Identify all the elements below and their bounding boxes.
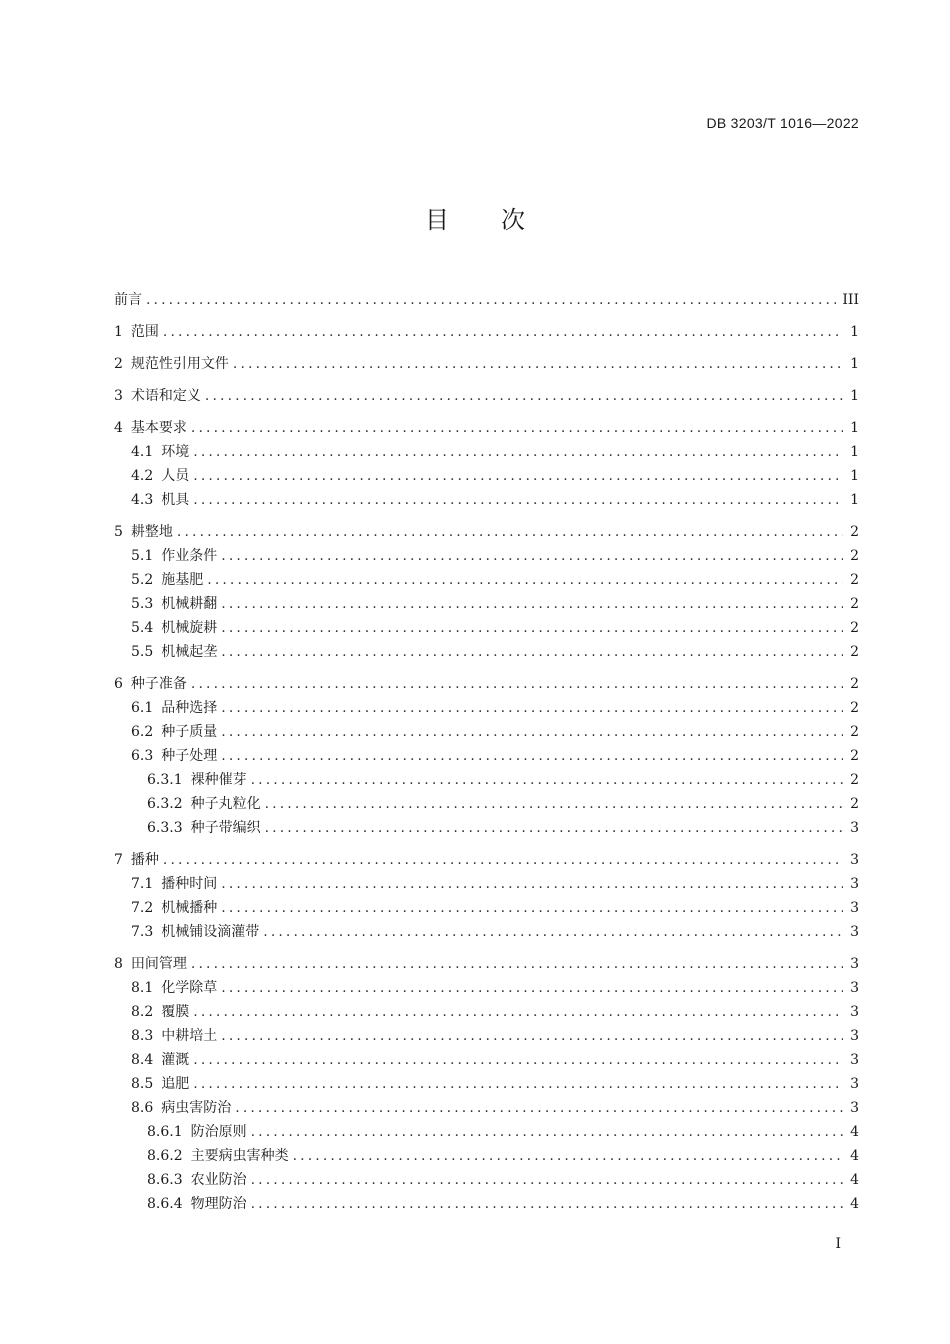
toc-entry-page: 3 (850, 852, 859, 868)
toc-entry-label: 机械耕翻 (161, 596, 218, 612)
toc-entry-number: 8.6.1 (147, 1124, 183, 1140)
dot-leader (207, 568, 843, 592)
toc-entry-number: 8.6.4 (147, 1196, 183, 1212)
toc-entry-page: 3 (850, 1076, 859, 1092)
toc-entry-number: 6.3 (131, 748, 154, 764)
dot-leader (265, 792, 843, 816)
toc-entry-label: 范围 (130, 324, 159, 340)
toc-entry-page: 1 (850, 356, 859, 372)
toc-entry-number: 2 (114, 356, 123, 372)
dot-leader (221, 896, 843, 920)
toc-entry-page: 2 (850, 596, 859, 612)
toc-entry-number: 7.3 (131, 924, 154, 940)
toc-entry-number: 8.6 (131, 1100, 154, 1116)
toc-entry-label: 田间管理 (130, 956, 187, 972)
dot-leader (251, 1168, 843, 1192)
toc-entry-label: 种子质量 (161, 724, 218, 740)
dot-leader (221, 592, 843, 616)
dot-leader (221, 720, 843, 744)
toc-entry[interactable] (114, 976, 859, 1000)
toc-entry-label: 施基肥 (161, 572, 204, 588)
toc-entry-label: 耕整地 (130, 524, 173, 540)
toc-entry-label: 机械播种 (161, 900, 218, 916)
title-char: 次 (501, 206, 525, 234)
toc-entry-page: 3 (850, 1028, 859, 1044)
toc-entry-page: 3 (850, 1052, 859, 1068)
toc-entry-label: 农业防治 (190, 1172, 247, 1188)
toc-entry-label: 基本要求 (130, 420, 187, 436)
toc-entry[interactable] (114, 592, 859, 616)
toc-entry-page: 3 (850, 1004, 859, 1020)
toc-entry-page: 1 (850, 324, 859, 340)
toc-entry-number: 8.3 (131, 1028, 154, 1044)
footer-page-number: I (835, 1236, 841, 1252)
toc-entry[interactable] (114, 288, 859, 312)
dot-leader (146, 288, 836, 312)
toc-entry-page: 4 (850, 1172, 859, 1188)
toc-entry[interactable] (114, 1168, 859, 1192)
toc-entry-label: 作业条件 (161, 548, 218, 564)
toc-entry-page: 4 (850, 1196, 859, 1212)
toc-entry-page: 2 (850, 700, 859, 716)
toc-entry[interactable] (114, 872, 859, 896)
dot-leader (221, 976, 843, 1000)
page-title (0, 200, 950, 235)
dot-leader (163, 320, 843, 344)
dot-leader (193, 1072, 843, 1096)
toc-entry-label: 环境 (161, 444, 190, 460)
toc-entry[interactable] (114, 816, 859, 840)
dot-leader (251, 1192, 843, 1216)
toc-entry[interactable] (114, 792, 859, 816)
toc-entry-page: 2 (850, 548, 859, 564)
toc-entry-page: 3 (850, 924, 859, 940)
toc-entry-label: 种子带编织 (190, 820, 261, 836)
toc-entry-label: 机具 (161, 492, 190, 508)
dot-leader (193, 1000, 843, 1024)
toc-entry-page: 2 (850, 796, 859, 812)
toc-entry-page: 2 (850, 644, 859, 660)
toc-entry-label: 播种 (130, 852, 159, 868)
toc-entry-number: 8.6.2 (147, 1148, 183, 1164)
toc-entry-number: 5.1 (131, 548, 154, 564)
dot-leader (263, 920, 843, 944)
toc-entry-label: 种子准备 (130, 676, 187, 692)
dot-leader (251, 1120, 843, 1144)
toc-entry-page: 1 (850, 420, 859, 436)
toc-entry-page: 2 (850, 748, 859, 764)
toc-entry-page: 2 (850, 572, 859, 588)
toc-entry-label: 化学除草 (161, 980, 218, 996)
toc-entry-page: 2 (850, 676, 859, 692)
toc-entry[interactable] (114, 640, 859, 664)
toc-entry-number: 8 (114, 956, 123, 972)
dot-leader (221, 544, 843, 568)
toc-entry[interactable] (114, 1000, 859, 1024)
dot-leader (205, 384, 843, 408)
toc-entry-label: 裸种催芽 (190, 772, 247, 788)
toc-entry-number: 3 (114, 388, 123, 404)
toc-entry-number: 5.5 (131, 644, 154, 660)
toc-entry-number: 7.1 (131, 876, 154, 892)
toc-entry-page: 3 (850, 820, 859, 836)
toc-entry[interactable] (114, 544, 859, 568)
toc-entry-label: 机械起垄 (161, 644, 218, 660)
toc-entry[interactable] (114, 768, 859, 792)
table-of-contents (114, 288, 859, 1216)
toc-entry[interactable] (114, 384, 859, 408)
toc-entry-number: 5 (114, 524, 123, 540)
toc-entry-number: 4.1 (131, 444, 154, 460)
toc-entry-number: 5.3 (131, 596, 154, 612)
toc-entry-number: 6.3.1 (147, 772, 183, 788)
toc-entry[interactable] (114, 1096, 859, 1120)
dot-leader (221, 872, 843, 896)
toc-entry-number: 8.4 (131, 1052, 154, 1068)
toc-entry[interactable] (114, 568, 859, 592)
toc-entry-label: 机械铺设滴灌带 (161, 924, 260, 940)
toc-entry-label: 覆膜 (161, 1004, 190, 1020)
toc-entry-page: 3 (850, 876, 859, 892)
toc-entry-page: 1 (850, 468, 859, 484)
toc-entry[interactable] (114, 920, 859, 944)
toc-entry-label: 前言 (114, 292, 142, 308)
toc-entry[interactable] (114, 352, 859, 376)
toc-entry-page: 4 (850, 1124, 859, 1140)
dot-leader (193, 440, 843, 464)
toc-entry[interactable] (114, 1192, 859, 1216)
toc-entry-number: 7 (114, 852, 123, 868)
toc-entry-label: 品种选择 (161, 700, 218, 716)
dot-leader (191, 672, 843, 696)
toc-entry-page: 2 (850, 772, 859, 788)
toc-entry-label: 灌溉 (161, 1052, 190, 1068)
toc-entry-page: 3 (850, 1100, 859, 1116)
toc-entry-page: 3 (850, 956, 859, 972)
toc-entry[interactable] (114, 1144, 859, 1168)
toc-entry-label: 规范性引用文件 (130, 356, 229, 372)
toc-entry-number: 4.3 (131, 492, 154, 508)
toc-entry-page: III (842, 292, 859, 308)
toc-entry-number: 8.1 (131, 980, 154, 996)
toc-entry-label: 播种时间 (161, 876, 218, 892)
toc-entry-label: 种子丸粒化 (190, 796, 261, 812)
dot-leader (221, 640, 843, 664)
toc-entry-number: 6.3.2 (147, 796, 183, 812)
toc-entry-number: 6.3.3 (147, 820, 183, 836)
toc-entry-label: 种子处理 (161, 748, 218, 764)
toc-entry-number: 7.2 (131, 900, 154, 916)
toc-entry-label: 物理防治 (190, 1196, 247, 1212)
dot-leader (163, 848, 843, 872)
toc-entry-number: 5.2 (131, 572, 154, 588)
toc-entry-label: 防治原则 (190, 1124, 247, 1140)
dot-leader (251, 768, 843, 792)
toc-entry-number: 8.5 (131, 1076, 154, 1092)
toc-entry[interactable] (114, 1048, 859, 1072)
toc-entry[interactable] (114, 672, 859, 696)
toc-entry[interactable] (114, 952, 859, 976)
toc-entry[interactable] (114, 1120, 859, 1144)
toc-entry-page: 4 (850, 1148, 859, 1164)
toc-entry-number: 1 (114, 324, 123, 340)
toc-entry-number: 6.1 (131, 700, 154, 716)
toc-entry-page: 1 (850, 388, 859, 404)
dot-leader (177, 520, 843, 544)
dot-leader (293, 1144, 843, 1168)
toc-entry[interactable] (114, 440, 859, 464)
dot-leader (221, 1024, 843, 1048)
toc-entry-page: 2 (850, 524, 859, 540)
toc-entry[interactable] (114, 520, 859, 544)
toc-entry-page: 2 (850, 724, 859, 740)
toc-entry-label: 病虫害防治 (161, 1100, 232, 1116)
toc-entry[interactable] (114, 616, 859, 640)
toc-entry[interactable] (114, 464, 859, 488)
title-char: 目 (425, 206, 449, 234)
toc-entry-number: 6 (114, 676, 123, 692)
toc-entry-label: 术语和定义 (130, 388, 201, 404)
toc-entry-number: 4 (114, 420, 123, 436)
dot-leader (193, 1048, 843, 1072)
dot-leader (233, 352, 843, 376)
toc-entry-page: 1 (850, 444, 859, 460)
toc-entry-label: 中耕培土 (161, 1028, 218, 1044)
dot-leader (221, 616, 843, 640)
toc-entry-page: 3 (850, 980, 859, 996)
toc-entry[interactable] (114, 720, 859, 744)
toc-entry-label: 人员 (161, 468, 190, 484)
toc-entry-number: 8.6.3 (147, 1172, 183, 1188)
toc-entry-page: 1 (850, 492, 859, 508)
toc-entry-page: 3 (850, 900, 859, 916)
toc-entry[interactable] (114, 488, 859, 512)
toc-entry[interactable] (114, 896, 859, 920)
dot-leader (191, 416, 843, 440)
toc-entry-label: 主要病虫害种类 (190, 1148, 289, 1164)
toc-entry-page: 2 (850, 620, 859, 636)
dot-leader (235, 1096, 843, 1120)
toc-entry[interactable] (114, 416, 859, 440)
toc-entry-number: 6.2 (131, 724, 154, 740)
dot-leader (221, 744, 843, 768)
toc-entry[interactable] (114, 1024, 859, 1048)
dot-leader (191, 952, 843, 976)
toc-entry-number: 4.2 (131, 468, 154, 484)
toc-entry[interactable] (114, 1072, 859, 1096)
dot-leader (193, 464, 843, 488)
toc-entry-label: 机械旋耕 (161, 620, 218, 636)
toc-entry-number: 8.2 (131, 1004, 154, 1020)
dot-leader (265, 816, 843, 840)
toc-entry[interactable] (114, 320, 859, 344)
toc-entry-label: 追肥 (161, 1076, 190, 1092)
dot-leader (193, 488, 843, 512)
dot-leader (221, 696, 843, 720)
standard-code: DB 3203/T 1016—2022 (706, 115, 859, 131)
toc-entry[interactable] (114, 696, 859, 720)
toc-entry-number: 5.4 (131, 620, 154, 636)
toc-entry[interactable] (114, 848, 859, 872)
toc-entry[interactable] (114, 744, 859, 768)
